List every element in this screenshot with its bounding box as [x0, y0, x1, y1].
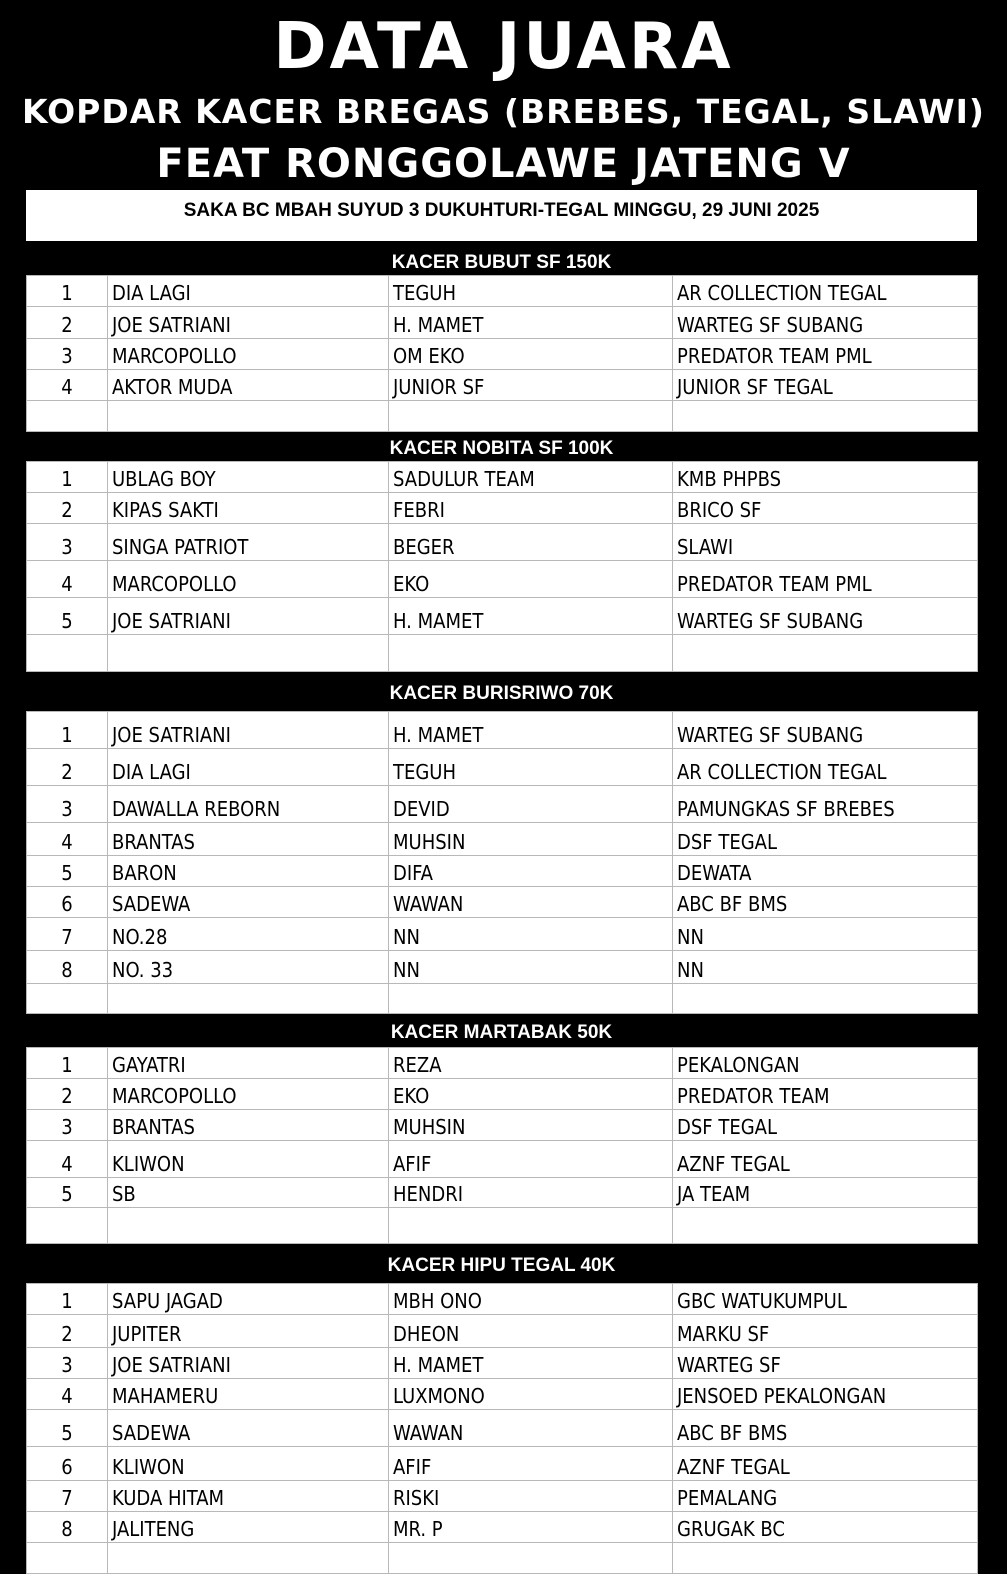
table-row [27, 1315, 978, 1348]
bird-name-cell: NO. 33 [108, 951, 389, 984]
bird-name-cell [108, 635, 389, 672]
rank-cell: 3 [27, 1110, 108, 1141]
table-row [27, 401, 978, 432]
table-row [27, 1348, 978, 1379]
rank-cell: 1 [27, 712, 108, 749]
team-cell: NN [673, 951, 978, 984]
table-row [27, 561, 978, 598]
rank-cell: 4 [27, 1141, 108, 1178]
rank-cell: 2 [27, 749, 108, 786]
event-subtitle: KOPDAR KACER BREGAS (BREBES, TEGAL, SLAWI) [22, 92, 985, 131]
bird-name-cell: UBLAG BOY [108, 462, 389, 493]
rank-cell: 4 [27, 561, 108, 598]
bird-name-cell: SADEWA [108, 1410, 389, 1447]
owner-cell: SADULUR TEAM [389, 462, 673, 493]
owner-cell: MBH ONO [389, 1284, 673, 1315]
section-title-kacer-burisriwo-70k: KACER BURISRIWO 70K [389, 683, 614, 704]
bird-name-cell [108, 1208, 389, 1244]
table-row [27, 1178, 978, 1208]
team-cell: WARTEG SF SUBANG [673, 598, 978, 635]
results-table [26, 711, 978, 1014]
page-title: DATA JUARA [273, 10, 734, 84]
rank-cell: 1 [27, 1048, 108, 1079]
owner-cell: DIFA [389, 856, 673, 887]
owner-cell: FEBRI [389, 493, 673, 524]
rank-cell: 2 [27, 1079, 108, 1110]
table-row [27, 339, 978, 370]
table-row [27, 1410, 978, 1447]
rank-cell: 7 [27, 918, 108, 951]
rank-cell [27, 401, 108, 432]
team-cell: PAMUNGKAS SF BREBES [673, 786, 978, 823]
team-cell: AZNF TEGAL [673, 1447, 978, 1481]
table-row [27, 1141, 978, 1178]
team-cell: PREDATOR TEAM PML [673, 339, 978, 370]
table-row [27, 307, 978, 339]
team-cell: JA TEAM [673, 1178, 978, 1208]
bird-name-cell: NO.28 [108, 918, 389, 951]
rank-cell [27, 1208, 108, 1244]
owner-cell: BEGER [389, 524, 673, 561]
team-cell: GRUGAK BC [673, 1512, 978, 1543]
table-row [27, 984, 978, 1014]
owner-cell [389, 1208, 673, 1244]
owner-cell: H. MAMET [389, 598, 673, 635]
bird-name-cell: SB [108, 1178, 389, 1208]
owner-cell: TEGUH [389, 276, 673, 307]
table-row [27, 951, 978, 984]
owner-cell: H. MAMET [389, 307, 673, 339]
owner-cell: REZA [389, 1048, 673, 1079]
team-cell: JUNIOR SF TEGAL [673, 370, 978, 401]
section-title-kacer-hipu-tegal-40k: KACER HIPU TEGAL 40K [387, 1255, 616, 1276]
table-row [27, 1048, 978, 1079]
bird-name-cell: KLIWON [108, 1141, 389, 1178]
owner-cell: EKO [389, 561, 673, 598]
owner-cell: TEGUH [389, 749, 673, 786]
table-row [27, 1079, 978, 1110]
rank-cell: 5 [27, 856, 108, 887]
bird-name-cell: DIA LAGI [108, 276, 389, 307]
owner-cell: JUNIOR SF [389, 370, 673, 401]
team-cell: JENSOED PEKALONGAN [673, 1379, 978, 1410]
bird-name-cell: KLIWON [108, 1447, 389, 1481]
owner-cell: OM EKO [389, 339, 673, 370]
team-cell: ABC BF BMS [673, 1410, 978, 1447]
rank-cell: 8 [27, 951, 108, 984]
team-cell: PEKALONGAN [673, 1048, 978, 1079]
bird-name-cell: AKTOR MUDA [108, 370, 389, 401]
team-cell: GBC WATUKUMPUL [673, 1284, 978, 1315]
owner-cell: RISKI [389, 1481, 673, 1512]
bird-name-cell: DAWALLA REBORN [108, 786, 389, 823]
bird-name-cell [108, 401, 389, 432]
team-cell: WARTEG SF [673, 1348, 978, 1379]
bird-name-cell: JOE SATRIANI [108, 307, 389, 339]
owner-cell: AFIF [389, 1447, 673, 1481]
table-row [27, 749, 978, 786]
rank-cell: 5 [27, 598, 108, 635]
team-cell: NN [673, 918, 978, 951]
event-feat-subtitle: FEAT RONGGOLAWE JATENG V [156, 141, 851, 187]
team-cell: DSF TEGAL [673, 1110, 978, 1141]
rank-cell [27, 1543, 108, 1574]
rank-cell: 4 [27, 370, 108, 401]
rank-cell: 3 [27, 339, 108, 370]
team-cell [673, 1208, 978, 1244]
owner-cell: DEVID [389, 786, 673, 823]
bird-name-cell: MARCOPOLLO [108, 339, 389, 370]
bird-name-cell: KIPAS SAKTI [108, 493, 389, 524]
owner-cell: NN [389, 951, 673, 984]
table-row [27, 276, 978, 307]
owner-cell: MR. P [389, 1512, 673, 1543]
section-title-kacer-bubut-sf-150k: KACER BUBUT SF 150K [391, 252, 612, 273]
bird-name-cell: JALITENG [108, 1512, 389, 1543]
owner-cell [389, 401, 673, 432]
table-row [27, 1543, 978, 1574]
team-cell [673, 401, 978, 432]
team-cell: AR COLLECTION TEGAL [673, 276, 978, 307]
bird-name-cell: BRANTAS [108, 823, 389, 856]
rank-cell: 3 [27, 786, 108, 823]
team-cell: DEWATA [673, 856, 978, 887]
bird-name-cell: MARCOPOLLO [108, 561, 389, 598]
team-cell: ABC BF BMS [673, 887, 978, 918]
team-cell: SLAWI [673, 524, 978, 561]
owner-cell: MUHSIN [389, 1110, 673, 1141]
rank-cell: 1 [27, 1284, 108, 1315]
owner-cell: H. MAMET [389, 1348, 673, 1379]
table-row [27, 524, 978, 561]
team-cell: PREDATOR TEAM PML [673, 561, 978, 598]
table-row [27, 786, 978, 823]
table-row [27, 370, 978, 401]
team-cell: AR COLLECTION TEGAL [673, 749, 978, 786]
bird-name-cell: SINGA PATRIOT [108, 524, 389, 561]
team-cell: AZNF TEGAL [673, 1141, 978, 1178]
bird-name-cell: JOE SATRIANI [108, 1348, 389, 1379]
team-cell: DSF TEGAL [673, 823, 978, 856]
table-row [27, 1379, 978, 1410]
bird-name-cell: JUPITER [108, 1315, 389, 1348]
table-row [27, 1208, 978, 1244]
owner-cell: HENDRI [389, 1178, 673, 1208]
rank-cell: 2 [27, 307, 108, 339]
bird-name-cell: DIA LAGI [108, 749, 389, 786]
table-row [27, 1481, 978, 1512]
owner-cell: WAWAN [389, 887, 673, 918]
table-row [27, 1447, 978, 1481]
owner-cell: WAWAN [389, 1410, 673, 1447]
team-cell: BRICO SF [673, 493, 978, 524]
rank-cell: 2 [27, 1315, 108, 1348]
results-sections [26, 246, 977, 1574]
venue-date-banner: SAKA BC MBAH SUYUD 3 DUKUHTURI-TEGAL MINGGU, 29 JUNI 2025 [26, 190, 977, 241]
table-row [27, 1110, 978, 1141]
owner-cell: H. MAMET [389, 712, 673, 749]
team-cell: PEMALANG [673, 1481, 978, 1512]
owner-cell: MUHSIN [389, 823, 673, 856]
bird-name-cell: JOE SATRIANI [108, 598, 389, 635]
rank-cell [27, 635, 108, 672]
owner-cell: NN [389, 918, 673, 951]
owner-cell [389, 984, 673, 1014]
team-cell [673, 1543, 978, 1574]
team-cell: WARTEG SF SUBANG [673, 307, 978, 339]
rank-cell: 4 [27, 1379, 108, 1410]
bird-name-cell [108, 1543, 389, 1574]
results-table [26, 1283, 978, 1574]
results-table [26, 1047, 978, 1244]
table-row [27, 712, 978, 749]
bird-name-cell: BRANTAS [108, 1110, 389, 1141]
section-title-kacer-martabak-50k: KACER MARTABAK 50K [390, 1022, 613, 1043]
rank-cell: 8 [27, 1512, 108, 1543]
rank-cell: 7 [27, 1481, 108, 1512]
owner-cell [389, 1543, 673, 1574]
table-row [27, 1512, 978, 1543]
bird-name-cell: SADEWA [108, 887, 389, 918]
table-row [27, 887, 978, 918]
table-row [27, 918, 978, 951]
team-cell: PREDATOR TEAM [673, 1079, 978, 1110]
bird-name-cell: MARCOPOLLO [108, 1079, 389, 1110]
results-table [26, 461, 978, 672]
owner-cell: LUXMONO [389, 1379, 673, 1410]
rank-cell: 2 [27, 493, 108, 524]
rank-cell: 3 [27, 524, 108, 561]
table-row [27, 823, 978, 856]
bird-name-cell: SAPU JAGAD [108, 1284, 389, 1315]
team-cell [673, 984, 978, 1014]
table-row [27, 493, 978, 524]
bird-name-cell [108, 984, 389, 1014]
bird-name-cell: GAYATRI [108, 1048, 389, 1079]
owner-cell: AFIF [389, 1141, 673, 1178]
rank-cell: 1 [27, 462, 108, 493]
table-row [27, 462, 978, 493]
results-table [26, 275, 978, 432]
bird-name-cell: JOE SATRIANI [108, 712, 389, 749]
rank-cell: 6 [27, 887, 108, 918]
rank-cell: 1 [27, 276, 108, 307]
table-row [27, 856, 978, 887]
owner-cell [389, 635, 673, 672]
team-cell [673, 635, 978, 672]
table-row [27, 1284, 978, 1315]
owner-cell: DHEON [389, 1315, 673, 1348]
team-cell: WARTEG SF SUBANG [673, 712, 978, 749]
rank-cell: 4 [27, 823, 108, 856]
team-cell: MARKU SF [673, 1315, 978, 1348]
bird-name-cell: MAHAMERU [108, 1379, 389, 1410]
owner-cell: EKO [389, 1079, 673, 1110]
rank-cell [27, 984, 108, 1014]
table-row [27, 635, 978, 672]
section-title-kacer-nobita-sf-100k: KACER NOBITA SF 100K [389, 438, 614, 459]
team-cell: KMB PHPBS [673, 462, 978, 493]
table-row [27, 598, 978, 635]
bird-name-cell: KUDA HITAM [108, 1481, 389, 1512]
bird-name-cell: BARON [108, 856, 389, 887]
rank-cell: 5 [27, 1410, 108, 1447]
rank-cell: 5 [27, 1178, 108, 1208]
rank-cell: 3 [27, 1348, 108, 1379]
rank-cell: 6 [27, 1447, 108, 1481]
